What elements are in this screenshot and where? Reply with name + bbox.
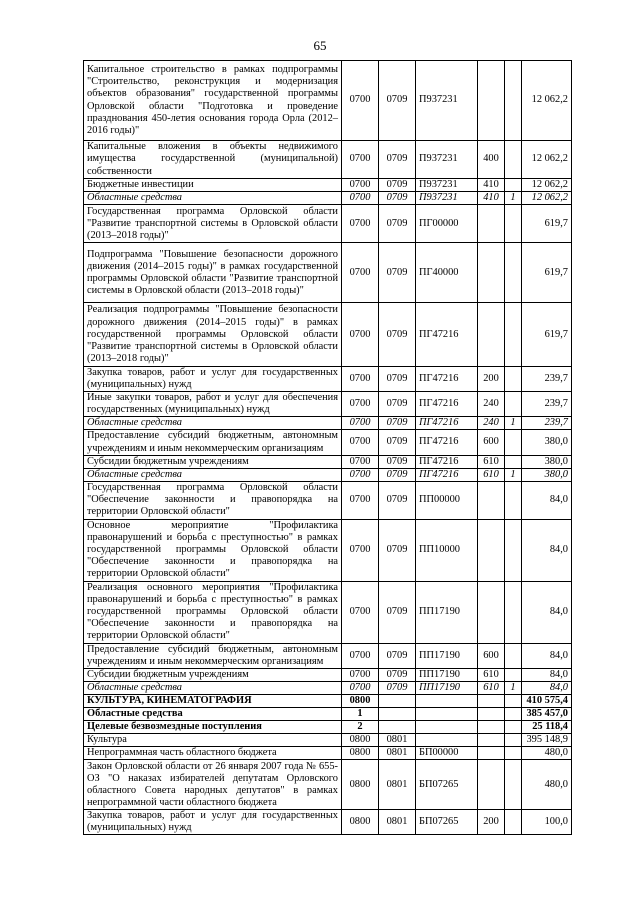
row-source-cell (505, 392, 522, 417)
row-name-cell: Предоставление субсидий бюджетным, автономным учреждениям и иным некоммерческим организациям (84, 643, 342, 668)
row-amount-cell: 619,7 (522, 303, 572, 367)
row-target-article-cell: ПГ47216 (416, 417, 478, 430)
row-section-cell: 1 (342, 708, 379, 721)
row-expense-type-cell: 610 (478, 455, 505, 468)
row-name-cell: Иные закупки товаров, работ и услуг для обеспечения государственных (муниципальных) нужд (84, 392, 342, 417)
table-row (84, 430, 572, 455)
row-source-cell: 1 (505, 468, 522, 481)
table-row (84, 205, 572, 243)
row-name-cell: Закупка товаров, работ и услуг для государственных (муниципальных) нужд (84, 810, 342, 835)
table-row (84, 417, 572, 430)
row-subsection-cell: 0709 (379, 61, 416, 141)
row-section-cell: 0800 (342, 810, 379, 835)
table-row (84, 243, 572, 303)
table-row (84, 721, 572, 734)
row-name-cell: Областные средства (84, 468, 342, 481)
row-section-cell: 0700 (342, 61, 379, 141)
row-section-cell: 0800 (342, 747, 379, 760)
row-expense-type-cell: 200 (478, 810, 505, 835)
row-section-cell: 0700 (342, 668, 379, 681)
row-expense-type-cell (478, 243, 505, 303)
row-expense-type-cell: 610 (478, 681, 505, 694)
row-source-cell (505, 367, 522, 392)
row-name-cell: Основное мероприятие "Профилактика правонарушений и борьба с преступностью" в рамках государственной программы Орловской области "Обеспечение законности и правопорядка на территории Орловской области" (84, 519, 342, 581)
row-subsection-cell: 0801 (379, 747, 416, 760)
row-subsection-cell: 0709 (379, 481, 416, 519)
row-subsection-cell: 0709 (379, 303, 416, 367)
row-target-article-cell: П937231 (416, 179, 478, 192)
row-amount-cell: 84,0 (522, 581, 572, 643)
row-amount-cell: 380,0 (522, 455, 572, 468)
row-amount-cell: 385 457,0 (522, 708, 572, 721)
row-amount-cell: 84,0 (522, 519, 572, 581)
row-expense-type-cell (478, 747, 505, 760)
row-subsection-cell: 0709 (379, 192, 416, 205)
row-target-article-cell: ПП17190 (416, 643, 478, 668)
row-source-cell (505, 455, 522, 468)
row-target-article-cell: ПП10000 (416, 519, 478, 581)
table-row (84, 668, 572, 681)
row-name-cell: Государственная программа Орловской области "Обеспечение законности и правопорядка на территории Орловской области" (84, 481, 342, 519)
row-target-article-cell: БП07265 (416, 810, 478, 835)
row-target-article-cell: БП07265 (416, 760, 478, 810)
row-target-article-cell: ПГ47216 (416, 430, 478, 455)
table-row (84, 810, 572, 835)
table-row (84, 303, 572, 367)
row-source-cell (505, 61, 522, 141)
row-amount-cell: 239,7 (522, 417, 572, 430)
row-expense-type-cell (478, 708, 505, 721)
row-subsection-cell: 0709 (379, 205, 416, 243)
row-source-cell: 1 (505, 192, 522, 205)
row-subsection-cell: 0709 (379, 668, 416, 681)
row-subsection-cell: 0709 (379, 367, 416, 392)
table-row (84, 455, 572, 468)
row-name-cell: Субсидии бюджетным учреждениям (84, 668, 342, 681)
row-subsection-cell: 0709 (379, 519, 416, 581)
table-row (84, 747, 572, 760)
row-subsection-cell: 0709 (379, 179, 416, 192)
row-section-cell: 0700 (342, 205, 379, 243)
row-source-cell: 1 (505, 681, 522, 694)
row-section-cell: 0700 (342, 192, 379, 205)
row-section-cell: 0700 (342, 643, 379, 668)
row-source-cell (505, 760, 522, 810)
row-name-cell: Предоставление субсидий бюджетным, автономным учреждениям и иным некоммерческим организациям (84, 430, 342, 455)
row-amount-cell: 84,0 (522, 681, 572, 694)
table-row (84, 141, 572, 179)
row-source-cell (505, 708, 522, 721)
row-section-cell: 0700 (342, 141, 379, 179)
row-source-cell (505, 668, 522, 681)
row-target-article-cell: П937231 (416, 141, 478, 179)
row-source-cell (505, 243, 522, 303)
table-row (84, 481, 572, 519)
row-name-cell: Закон Орловской области от 26 января 2007 года № 655-ОЗ "О наказах избирателей депутатам Орловского областного Совета народных депутатов" в рамках непрограммной части областного бюджета (84, 760, 342, 810)
row-subsection-cell: 0709 (379, 455, 416, 468)
row-name-cell: Культура (84, 734, 342, 747)
table-row (84, 734, 572, 747)
row-source-cell (505, 141, 522, 179)
row-amount-cell: 84,0 (522, 481, 572, 519)
row-amount-cell: 380,0 (522, 430, 572, 455)
table-row (84, 519, 572, 581)
row-amount-cell: 12 062,2 (522, 192, 572, 205)
row-target-article-cell: ПГ47216 (416, 367, 478, 392)
row-source-cell (505, 810, 522, 835)
row-expense-type-cell: 200 (478, 367, 505, 392)
row-section-cell: 2 (342, 721, 379, 734)
row-expense-type-cell (478, 721, 505, 734)
row-target-article-cell: ПГ00000 (416, 205, 478, 243)
row-amount-cell: 480,0 (522, 747, 572, 760)
row-target-article-cell: ПГ40000 (416, 243, 478, 303)
row-section-cell: 0700 (342, 455, 379, 468)
row-section-cell: 0700 (342, 392, 379, 417)
row-source-cell (505, 430, 522, 455)
row-source-cell (505, 179, 522, 192)
row-name-cell: Целевые безвозмездные поступления (84, 721, 342, 734)
table-row (84, 392, 572, 417)
row-subsection-cell: 0709 (379, 468, 416, 481)
row-expense-type-cell: 240 (478, 417, 505, 430)
row-subsection-cell: 0709 (379, 417, 416, 430)
row-target-article-cell (416, 694, 478, 707)
row-expense-type-cell: 610 (478, 468, 505, 481)
table-row (84, 179, 572, 192)
row-amount-cell: 100,0 (522, 810, 572, 835)
row-amount-cell: 480,0 (522, 760, 572, 810)
row-expense-type-cell: 410 (478, 192, 505, 205)
row-section-cell: 0700 (342, 243, 379, 303)
row-target-article-cell (416, 708, 478, 721)
row-expense-type-cell (478, 760, 505, 810)
row-amount-cell: 12 062,2 (522, 179, 572, 192)
row-name-cell: Государственная программа Орловской области "Развитие транспортной системы в Орловской области (2013–2018 годы)" (84, 205, 342, 243)
row-section-cell: 0700 (342, 468, 379, 481)
row-source-cell (505, 303, 522, 367)
table-row (84, 192, 572, 205)
row-section-cell: 0700 (342, 179, 379, 192)
row-target-article-cell (416, 734, 478, 747)
row-section-cell: 0700 (342, 303, 379, 367)
row-name-cell: Капитальное строительство в рамках подпрограммы "Строительство, реконструкция и модернизация объектов образования" государственной программы Орловской области "Подготовка и проведение празднования 450-летия основания города Орла (2012–2016 годы)" (84, 61, 342, 141)
row-subsection-cell: 0801 (379, 810, 416, 835)
table-row (84, 694, 572, 707)
row-amount-cell: 25 118,4 (522, 721, 572, 734)
row-amount-cell: 619,7 (522, 243, 572, 303)
row-name-cell: Бюджетные инвестиции (84, 179, 342, 192)
row-source-cell (505, 519, 522, 581)
row-target-article-cell: ПП00000 (416, 481, 478, 519)
row-name-cell: Закупка товаров, работ и услуг для государственных (муниципальных) нужд (84, 367, 342, 392)
row-section-cell: 0700 (342, 367, 379, 392)
table-row (84, 681, 572, 694)
row-subsection-cell (379, 694, 416, 707)
row-source-cell (505, 694, 522, 707)
table-row (84, 643, 572, 668)
row-target-article-cell: ПП17190 (416, 681, 478, 694)
table-row (84, 708, 572, 721)
row-section-cell: 0700 (342, 481, 379, 519)
row-amount-cell: 84,0 (522, 643, 572, 668)
table-row (84, 367, 572, 392)
row-section-cell: 0700 (342, 430, 379, 455)
row-name-cell: Реализация основного мероприятия "Профилактика правонарушений и борьба с преступностью" в рамках государственной программы Орловской области "Обеспечение законности и правопорядка на территории Орловской области" (84, 581, 342, 643)
row-amount-cell: 84,0 (522, 668, 572, 681)
row-subsection-cell: 0709 (379, 392, 416, 417)
row-section-cell: 0700 (342, 417, 379, 430)
row-target-article-cell: ПГ47216 (416, 392, 478, 417)
row-amount-cell: 239,7 (522, 392, 572, 417)
row-expense-type-cell (478, 61, 505, 141)
row-subsection-cell: 0801 (379, 760, 416, 810)
row-subsection-cell: 0709 (379, 430, 416, 455)
row-source-cell (505, 643, 522, 668)
row-target-article-cell: ПГ47216 (416, 303, 478, 367)
row-expense-type-cell: 610 (478, 668, 505, 681)
row-subsection-cell: 0709 (379, 681, 416, 694)
row-expense-type-cell (478, 303, 505, 367)
row-expense-type-cell: 600 (478, 430, 505, 455)
row-name-cell: Реализация подпрограммы "Повышение безопасности дорожного движения (2014–2015 годы)" в рамках государственной программы Орловской области "Развитие транспортной системы в Орловской области (2013–2018 годы)" (84, 303, 342, 367)
row-name-cell: Областные средства (84, 417, 342, 430)
row-name-cell: Непрограммная часть областного бюджета (84, 747, 342, 760)
row-section-cell: 0800 (342, 694, 379, 707)
row-expense-type-cell: 400 (478, 141, 505, 179)
row-target-article-cell: ПГ47216 (416, 468, 478, 481)
row-target-article-cell: П937231 (416, 192, 478, 205)
table-row (84, 468, 572, 481)
row-name-cell: Субсидии бюджетным учреждениям (84, 455, 342, 468)
row-section-cell: 0800 (342, 760, 379, 810)
row-source-cell (505, 734, 522, 747)
row-amount-cell: 12 062,2 (522, 61, 572, 141)
row-subsection-cell: 0709 (379, 643, 416, 668)
row-target-article-cell: ПГ47216 (416, 455, 478, 468)
row-expense-type-cell: 240 (478, 392, 505, 417)
row-expense-type-cell (478, 205, 505, 243)
row-name-cell: Областные средства (84, 708, 342, 721)
row-section-cell: 0700 (342, 581, 379, 643)
row-expense-type-cell: 600 (478, 643, 505, 668)
budget-table (83, 60, 572, 835)
row-source-cell: 1 (505, 417, 522, 430)
row-name-cell: Подпрограмма "Повышение безопасности дорожного движения (2014–2015 годы)" в рамках государственной программы Орловской области "Развитие транспортной системы в Орловской области (2013–2018 годы)" (84, 243, 342, 303)
row-amount-cell: 239,7 (522, 367, 572, 392)
row-subsection-cell: 0709 (379, 141, 416, 179)
row-subsection-cell: 0709 (379, 581, 416, 643)
row-source-cell (505, 581, 522, 643)
table-row (84, 581, 572, 643)
row-target-article-cell: П937231 (416, 61, 478, 141)
row-amount-cell: 395 148,9 (522, 734, 572, 747)
row-section-cell: 0800 (342, 734, 379, 747)
row-name-cell: Областные средства (84, 192, 342, 205)
row-expense-type-cell (478, 734, 505, 747)
row-target-article-cell: БП00000 (416, 747, 478, 760)
row-expense-type-cell (478, 519, 505, 581)
row-expense-type-cell: 410 (478, 179, 505, 192)
row-target-article-cell: ПП17190 (416, 581, 478, 643)
row-name-cell: Областные средства (84, 681, 342, 694)
row-source-cell (505, 747, 522, 760)
row-expense-type-cell (478, 581, 505, 643)
row-expense-type-cell (478, 481, 505, 519)
row-amount-cell: 410 575,4 (522, 694, 572, 707)
row-target-article-cell: ПП17190 (416, 668, 478, 681)
row-target-article-cell (416, 721, 478, 734)
row-section-cell: 0700 (342, 681, 379, 694)
table-row (84, 61, 572, 141)
row-subsection-cell (379, 721, 416, 734)
row-subsection-cell (379, 708, 416, 721)
row-subsection-cell: 0801 (379, 734, 416, 747)
row-amount-cell: 380,0 (522, 468, 572, 481)
row-amount-cell: 12 062,2 (522, 141, 572, 179)
table-row (84, 760, 572, 810)
row-expense-type-cell (478, 694, 505, 707)
row-source-cell (505, 481, 522, 519)
row-subsection-cell: 0709 (379, 243, 416, 303)
row-amount-cell: 619,7 (522, 205, 572, 243)
row-section-cell: 0700 (342, 519, 379, 581)
row-name-cell: КУЛЬТУРА, КИНЕМАТОГРАФИЯ (84, 694, 342, 707)
row-source-cell (505, 721, 522, 734)
row-source-cell (505, 205, 522, 243)
page-number: 65 (313, 38, 327, 53)
row-name-cell: Капитальные вложения в объекты недвижимого имущества государственной (муниципальной) собственности (84, 141, 342, 179)
